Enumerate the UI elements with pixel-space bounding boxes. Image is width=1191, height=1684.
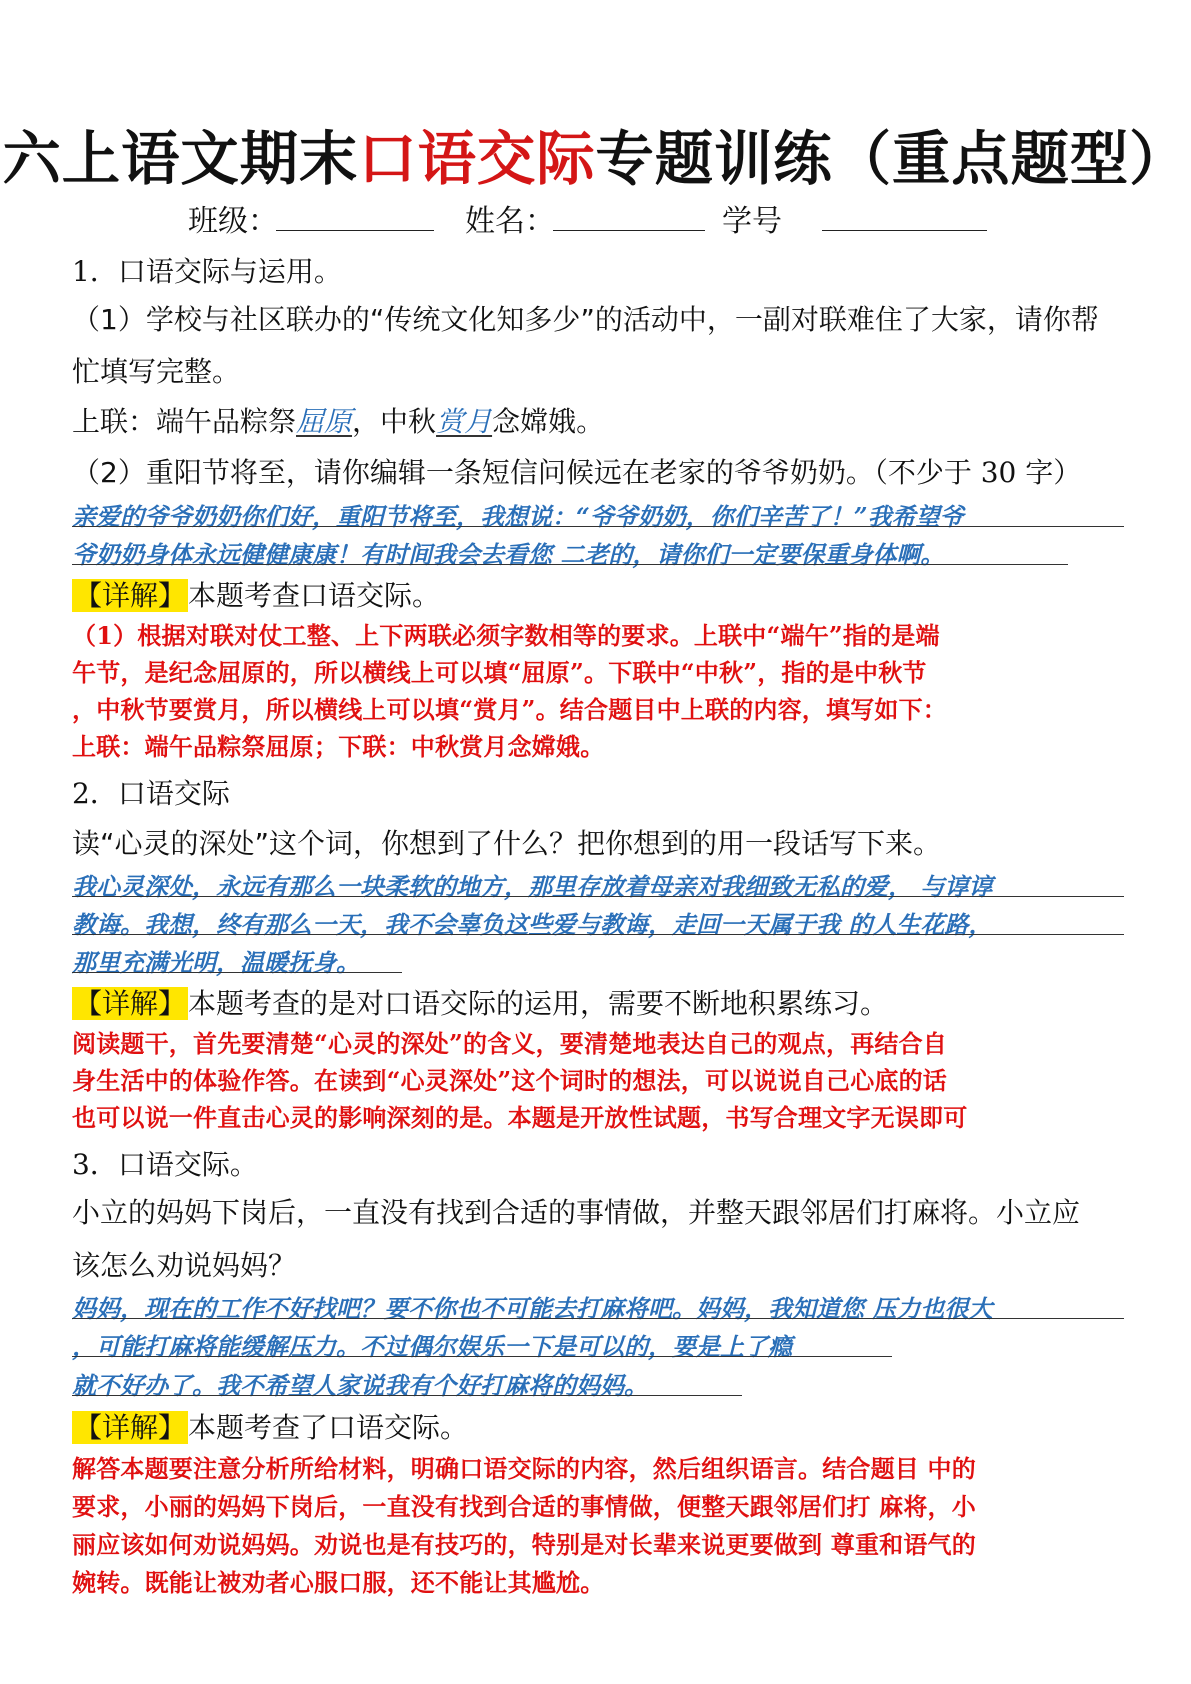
q1-sub2: （2）重阳节将至，请你编辑一条短信问候远在老家的爷爷奶奶。（不少于 30 字） xyxy=(72,456,1082,489)
couplet-answer-2: 赏月 xyxy=(436,405,493,438)
q3-answer-line3: 就不好办了。我不希望人家说我有个好打麻将的妈妈。 xyxy=(72,1371,648,1400)
q2-detail: 【详解】本题考查的是对口语交际的运用，需要不断地积累练习。 xyxy=(74,987,889,1020)
title-part1: 六上语文期末 xyxy=(2,125,359,193)
q2-answer-line2: 教诲。我想，终有那么一天，我不会辜负这些爱与教诲，走回一天属于我 的人生花路， xyxy=(72,910,993,939)
q3-prompt-line2: 该怎么劝说妈妈？ xyxy=(72,1249,297,1282)
q2-explain-line2: 身生活中的体验作答。在读到“心灵深处”这个词时的想法，可以说说自己心底的话 xyxy=(72,1066,948,1095)
q3-answer-line2: ，可能打麻将能缓解压力。不过偶尔娱乐一下是可以的，要是上了瘾 xyxy=(72,1332,792,1361)
q1-detail: 【详解】本题考查口语交际。 xyxy=(74,579,441,612)
answer-underline xyxy=(72,526,1124,527)
q3-heading: 3．口语交际。 xyxy=(72,1148,258,1181)
name-blank[interactable] xyxy=(553,230,705,231)
title-highlight: 口语交际 xyxy=(358,125,596,193)
answer-underline xyxy=(72,1395,742,1396)
answer-underline xyxy=(72,1318,1124,1319)
q1-explain-line3: ，中秋节要赏月，所以横线上可以填“赏月”。结合题目中上联的内容，填写如下： xyxy=(72,695,948,724)
student-info-row xyxy=(0,196,1191,239)
q1-explain-line4: 上联：端午品粽祭屈原；下联：中秋赏月念嫦娥。 xyxy=(72,732,605,761)
q3-answer-line1: 妈妈，现在的工作不好找吧？要不你也不可能去打麻将吧。妈妈，我知道您 压力也很大 xyxy=(72,1294,993,1323)
q3-prompt-line1: 小立的妈妈下岗后，一直没有找到合适的事情做，并整天跟邻居们打麻将。小立应 xyxy=(72,1196,1081,1229)
q1-explain-line2: 午节，是纪念屈原的，所以横线上可以填“屈原”。下联中“中秋”，指的是中秋节 xyxy=(72,658,927,687)
q1-heading: 1．口语交际与运用。 xyxy=(72,255,342,288)
q3-detail: 【详解】本题考查了口语交际。 xyxy=(74,1411,469,1444)
detail-tag: 【详解】 xyxy=(74,579,187,612)
q1-couplet: 上联：端午品粽祭屈原，中秋赏月念嫦娥。 xyxy=(72,405,605,438)
name-label: 姓名： xyxy=(465,204,555,239)
q2-heading: 2．口语交际 xyxy=(72,777,230,810)
q2-answer-line1: 我心灵深处，永远有那么一块柔软的地方，那里存放着母亲对我细致无私的爱， 与谆谆 xyxy=(72,872,993,901)
title-part2: 专题训练（重点题型） xyxy=(595,125,1189,193)
q2-answer-line3: 那里充满光明，温暖抚身。 xyxy=(72,948,360,977)
answer-underline xyxy=(72,564,1068,565)
q3-explain-line1: 解答本题要注意分析所给材料，明确口语交际的内容，然后组织语言。结合题目 中的 xyxy=(72,1454,976,1483)
student-id-label: 学号 xyxy=(722,204,782,239)
answer-underline xyxy=(72,934,1124,935)
answer-underline xyxy=(72,972,402,973)
answer-underline xyxy=(72,896,1124,897)
class-blank[interactable] xyxy=(276,230,434,231)
q2-prompt: 读“心灵的深处”这个词，你想到了什么？把你想到的用一段话写下来。 xyxy=(72,827,942,860)
q1-sub1-line2: 忙填写完整。 xyxy=(72,355,241,388)
detail-tag: 【详解】 xyxy=(74,987,187,1020)
q1-explain-line1: （1）根据对联对仗工整、上下两联必须字数相等的要求。上联中“端午”指的是端 xyxy=(72,621,940,650)
answer-underline xyxy=(72,1356,892,1357)
q1-answer-line1: 亲爱的爷爷奶奶你们好，重阳节将至，我想说：“爷爷奶奶，你们辛苦了！”我希望爷 xyxy=(72,502,964,531)
detail-tag: 【详解】 xyxy=(74,1411,187,1444)
q3-explain-line3: 丽应该如何劝说妈妈。劝说也是有技巧的，特别是对长辈来说更要做到 尊重和语气的 xyxy=(72,1530,976,1559)
q2-explain-line1: 阅读题干，首先要清楚“心灵的深处”的含义，要清楚地表达自己的观点，再结合自 xyxy=(72,1029,948,1058)
q2-explain-line3: 也可以说一件直击心灵的影响深刻的是。本题是开放性试题，书写合理文字无误即可 xyxy=(72,1103,968,1132)
page-title xyxy=(0,112,1191,196)
q3-explain-line4: 婉转。既能让被劝者心服口服，还不能让其尴尬。 xyxy=(72,1568,605,1597)
student-id-blank[interactable] xyxy=(822,230,987,231)
q3-explain-line2: 要求，小丽的妈妈下岗后，一直没有找到合适的事情做，便整天跟邻居们打 麻将，小 xyxy=(72,1492,976,1521)
q1-sub1-line1: （1）学校与社区联办的“传统文化知多少”的活动中，一副对联难住了大家，请你帮 xyxy=(72,303,1099,336)
q1-answer-line2: 爷奶奶身体永远健健康康！有时间我会去看您 二老的，请你们一定要保重身体啊。 xyxy=(72,540,945,569)
couplet-answer-1: 屈原 xyxy=(296,405,353,438)
class-label: 班级： xyxy=(188,204,278,239)
